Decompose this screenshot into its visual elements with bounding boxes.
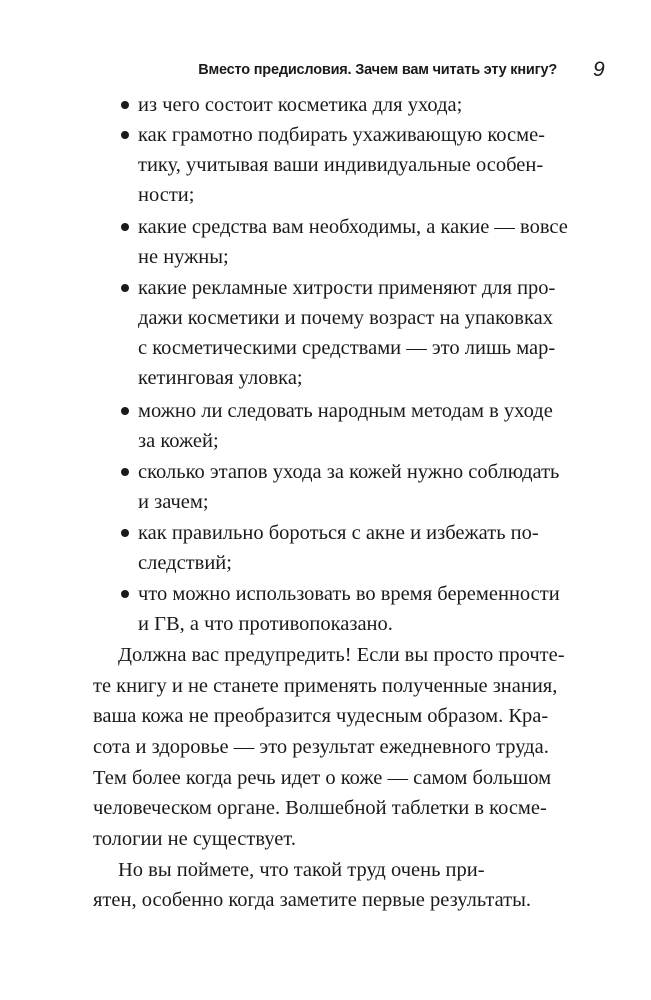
bullet-line: следствий; <box>138 552 232 574</box>
bullet-line: сколько этапов ухода за кожей нужно соблюдать <box>138 461 560 483</box>
bullet-icon <box>121 468 129 476</box>
paragraph-line: сота и здоровье — это результат ежедневного труда. <box>93 736 549 758</box>
bullet-icon <box>121 407 129 415</box>
running-header <box>0 60 651 84</box>
paragraph-line: тологии не существует. <box>93 828 296 850</box>
paragraph-line: Тем более когда речь идет о коже — самом большом <box>93 767 552 789</box>
bullet-line: ности; <box>138 184 195 206</box>
bullet-line: как правильно бороться с акне и избежать по- <box>138 522 539 544</box>
bullet-line: можно ли следовать народным методам в уходе <box>138 400 553 422</box>
bullet-icon <box>121 529 129 537</box>
bullet-line: и зачем; <box>138 491 209 513</box>
bullet-line: как грамотно подбирать ухаживающую косме- <box>138 124 545 146</box>
bullet-icon <box>121 590 129 598</box>
bullet-line: какие средства вам необходимы, а какие — вовсе <box>138 216 568 238</box>
bullet-line: дажи косметики и почему возраст на упаковках <box>138 307 553 329</box>
bullet-line: тику, учитывая ваши индивидуальные особен- <box>138 154 544 176</box>
paragraph-line: Но вы поймете, что такой труд очень при- <box>118 859 485 881</box>
bullet-icon <box>121 223 129 231</box>
paragraph-line: те книгу и не станете применять полученные знания, <box>93 675 558 697</box>
bullet-line: с косметическими средствами — это лишь мар- <box>138 337 556 359</box>
page-number: 9 <box>593 58 605 81</box>
running-title: Вместо предисловия. Зачем вам читать эту книгу? <box>198 62 557 78</box>
bullet-line: из чего состоит косметика для ухода; <box>138 94 463 116</box>
paragraph-line: ятен, особенно когда заметите первые результаты. <box>93 889 532 911</box>
bullet-icon <box>121 284 129 292</box>
paragraph-line: человеческом органе. Волшебной таблетки в космe- <box>93 797 547 819</box>
paragraph-line: ваша кожа не преобразится чудесным образом. Кра- <box>93 705 549 727</box>
bullet-line: за кожей; <box>138 430 219 452</box>
bullet-line: что можно использовать во время беременности <box>138 583 560 605</box>
bullet-icon <box>121 101 129 109</box>
bullet-line: кетинговая уловка; <box>138 367 303 389</box>
bullet-line: и ГВ, а что противопоказано. <box>138 613 393 635</box>
bullet-icon <box>121 131 129 139</box>
bullet-line: не нужны; <box>138 246 229 268</box>
bullet-line: какие рекламные хитрости применяют для про- <box>138 277 556 299</box>
paragraph-line: Должна вас предупредить! Если вы просто прочте- <box>118 644 565 666</box>
